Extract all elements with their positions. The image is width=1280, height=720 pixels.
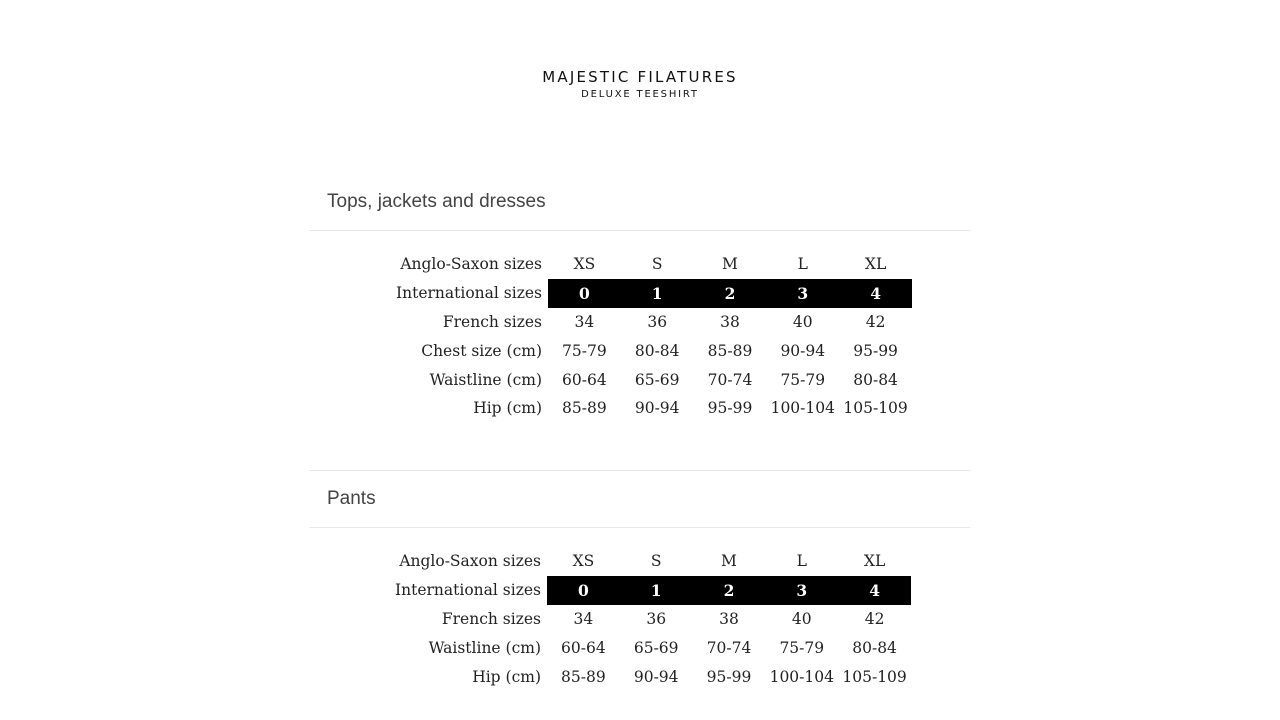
cell: 95-99 (853, 341, 898, 360)
row-label: International sizes (396, 284, 542, 303)
table-row-international (391, 576, 911, 605)
cell: 34 (574, 312, 595, 331)
cell: 90-94 (634, 399, 680, 418)
product-name: DELUXE TEESHIRT (581, 89, 699, 100)
cell: L (797, 255, 808, 274)
cell: 34 (573, 609, 594, 628)
cell: 1 (621, 279, 694, 308)
cell: 38 (719, 609, 739, 628)
cell: XS (572, 552, 595, 571)
cell: 70-74 (707, 370, 753, 389)
row-label: Anglo-Saxon sizes (400, 255, 542, 274)
table-row-international (392, 279, 912, 308)
cell: 95-99 (707, 399, 753, 418)
table-row-waistline (392, 365, 912, 394)
cell: 4 (839, 279, 912, 308)
table-row-waistline (391, 633, 911, 662)
brand-header (0, 66, 1280, 102)
cell: 65-69 (633, 638, 679, 657)
cell: 70-74 (706, 638, 752, 657)
table-row-anglo-saxon (392, 250, 912, 279)
row-label: Waistline (cm) (428, 638, 541, 657)
cell: XS (573, 255, 596, 274)
table-row-french (391, 605, 911, 634)
cell: 40 (792, 312, 813, 331)
table-row-chest (392, 336, 912, 365)
cell: 100-104 (769, 667, 834, 686)
cell: XL (864, 255, 887, 274)
cell: 85-89 (562, 399, 607, 418)
cell: 36 (647, 312, 668, 331)
table-row-hip (392, 394, 912, 423)
row-label: Waistline (cm) (429, 370, 542, 389)
brand-name: MAJESTIC FILATURES (542, 68, 738, 86)
cell: 0 (548, 279, 621, 308)
cell: 75-79 (780, 370, 826, 389)
table-row-anglo-saxon (391, 547, 911, 576)
cell: 85-89 (561, 667, 606, 686)
cell: XL (863, 552, 886, 571)
cell: L (796, 552, 807, 571)
cell: 95-99 (706, 667, 752, 686)
cell: 105-109 (843, 399, 908, 418)
cell: S (650, 552, 662, 571)
row-label: French sizes (442, 312, 542, 331)
cell: 42 (865, 312, 886, 331)
cell: 100-104 (770, 399, 835, 418)
cell: M (721, 552, 737, 571)
cell: 0 (547, 576, 620, 605)
row-label: Anglo-Saxon sizes (399, 552, 541, 571)
cell: M (722, 255, 738, 274)
row-label: Hip (cm) (472, 667, 541, 686)
section-divider (309, 470, 970, 471)
cell: 36 (646, 609, 667, 628)
size-table-pants (391, 547, 911, 691)
cell: 105-109 (842, 667, 907, 686)
cell: 80-84 (634, 341, 680, 360)
cell: 60-64 (561, 638, 606, 657)
cell: 2 (694, 279, 767, 308)
section-divider (309, 527, 970, 528)
cell: 75-79 (779, 638, 825, 657)
cell: 85-89 (707, 341, 753, 360)
section-divider (309, 230, 970, 231)
cell: 80-84 (852, 638, 897, 657)
row-label: French sizes (441, 609, 541, 628)
table-row-french (392, 308, 912, 337)
cell: 80-84 (853, 370, 898, 389)
row-label: Chest size (cm) (421, 341, 542, 360)
cell: 65-69 (634, 370, 680, 389)
size-table-tops (392, 250, 912, 423)
cell: 42 (864, 609, 885, 628)
cell: 75-79 (562, 341, 607, 360)
cell: 1 (620, 576, 693, 605)
section-title-tops: Tops, jackets and dresses (327, 191, 546, 212)
cell: S (651, 255, 663, 274)
cell: 3 (766, 279, 839, 308)
cell: 3 (765, 576, 838, 605)
cell: 38 (720, 312, 740, 331)
row-label: International sizes (395, 581, 541, 600)
cell: 90-94 (633, 667, 679, 686)
section-title-pants: Pants (327, 488, 376, 509)
cell: 2 (693, 576, 766, 605)
cell: 90-94 (780, 341, 826, 360)
table-row-hip (391, 662, 911, 691)
cell: 60-64 (562, 370, 607, 389)
row-label: Hip (cm) (473, 399, 542, 418)
cell: 4 (838, 576, 911, 605)
cell: 40 (791, 609, 812, 628)
